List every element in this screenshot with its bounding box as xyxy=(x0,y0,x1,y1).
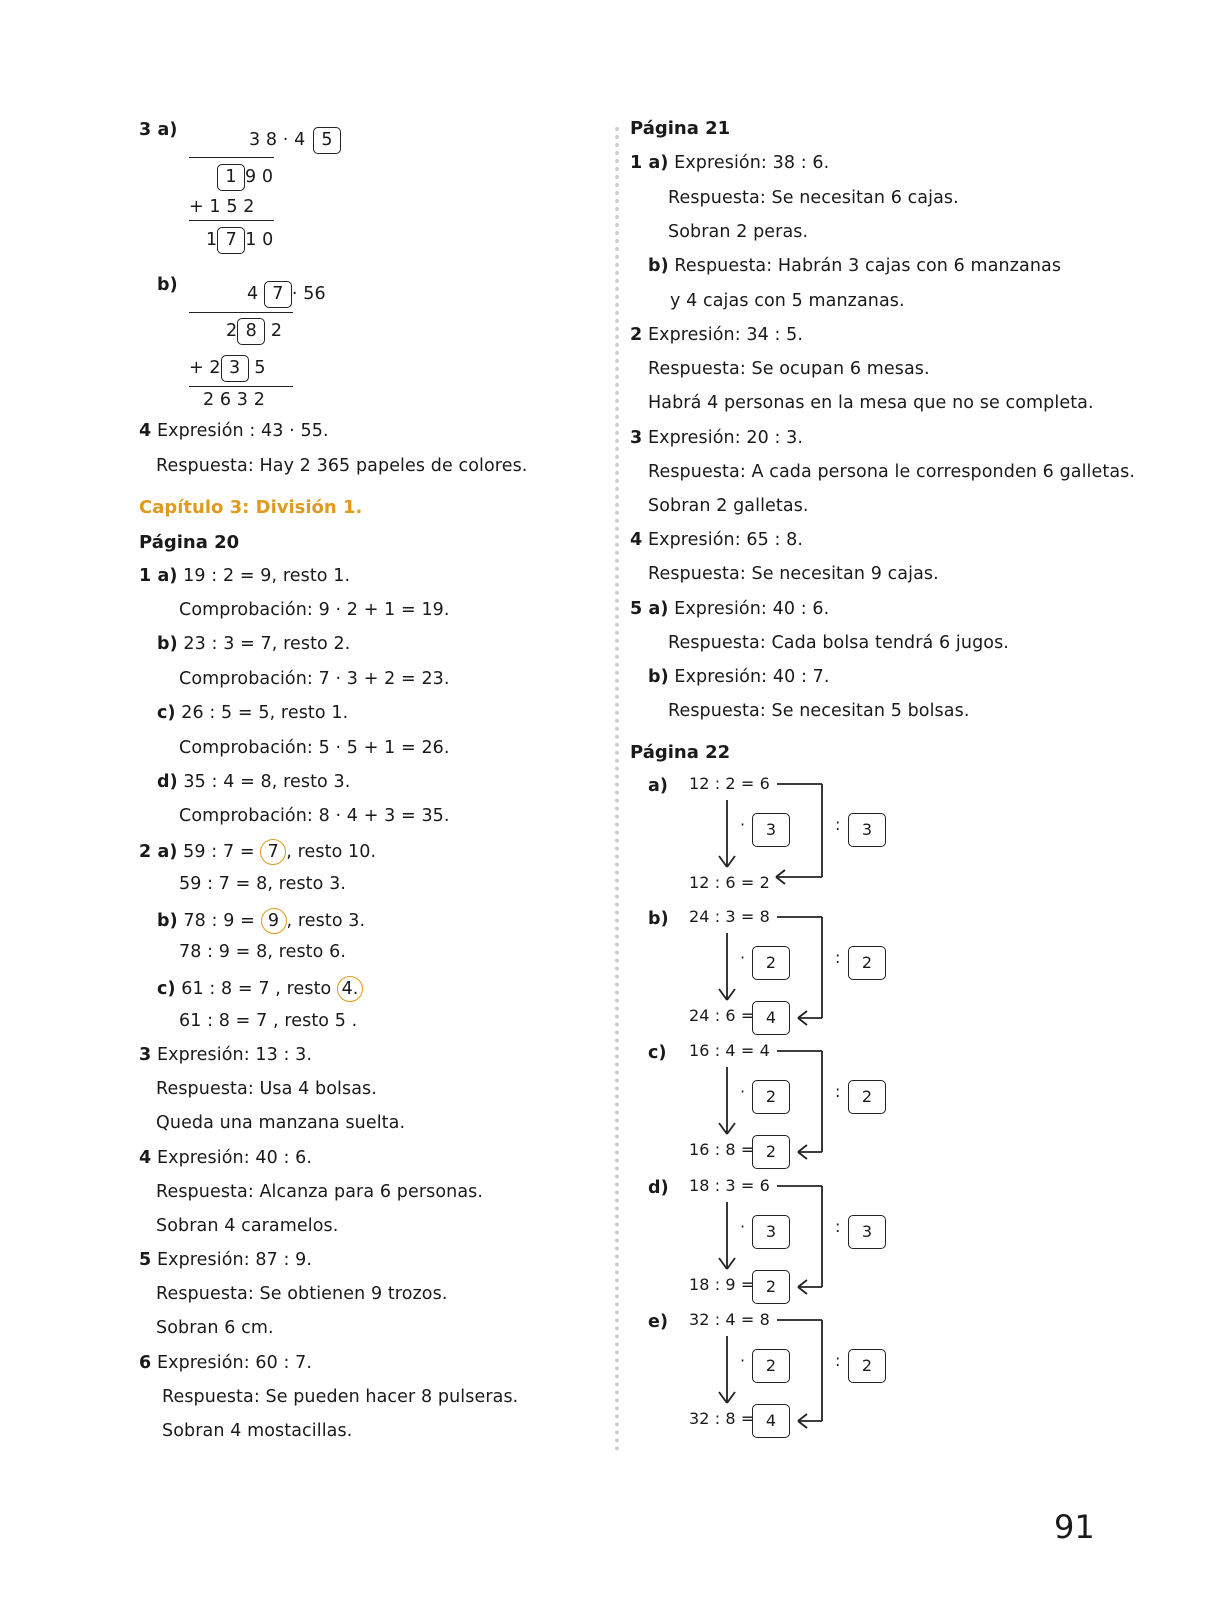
p20-1b-label: b) xyxy=(157,634,178,654)
divide-sign: : xyxy=(835,948,841,967)
p20-1d xyxy=(157,772,350,792)
down-arrow-head-right xyxy=(727,1123,735,1134)
p20-6-expression xyxy=(139,1353,312,1373)
diagram-bottom-equation: 16 : 8 = xyxy=(689,1140,755,1159)
down-arrow-head-left xyxy=(719,1258,727,1269)
p21-1b xyxy=(648,256,1061,276)
p20-2b-label: b) xyxy=(157,911,178,931)
p21-3-answer: Respuesta: A cada persona le corresponden 6 galletas. xyxy=(648,462,1136,482)
mult-3b xyxy=(247,281,326,308)
partial-3a-rule xyxy=(189,220,274,221)
p21-1a xyxy=(630,153,829,173)
multiply-sign: · xyxy=(740,1082,746,1101)
p20-2a-line2: 59 : 7 = 8, resto 3. xyxy=(179,874,346,894)
partial-3b-2 xyxy=(189,355,266,382)
p21-1a-label: 1 a) xyxy=(630,153,669,173)
multiply-sign: · xyxy=(740,1351,746,1370)
bracket-arrow-head-up xyxy=(798,1011,807,1018)
p20-2b-post: , resto 3. xyxy=(286,911,366,931)
partial-3b-2-box: 3 xyxy=(221,355,249,382)
multiply-sign: · xyxy=(740,1217,746,1236)
p20-2b-pre: 78 : 9 = xyxy=(183,911,255,931)
down-arrow-head-right xyxy=(727,989,735,1000)
exercise-3b-label: b) xyxy=(157,275,178,295)
p20-6-text: Expresión: 60 : 7. xyxy=(156,1353,313,1373)
diagram-bottom-equation: 24 : 6 = xyxy=(689,1006,755,1025)
p21-5a-answer: Respuesta: Cada bolsa tendrá 6 jugos. xyxy=(668,633,1009,653)
exercise-3a-label: 3 a) xyxy=(139,120,178,140)
p21-2-expression xyxy=(630,325,803,345)
down-arrow-head-right xyxy=(727,856,735,867)
bracket-arrow-head-down xyxy=(776,877,785,884)
page-number: 91 xyxy=(1054,1508,1095,1546)
p20-4-number: 4 xyxy=(139,1148,152,1168)
down-arrow-head-left xyxy=(719,989,727,1000)
result-box: 4 xyxy=(752,1404,790,1438)
mult-3b-box: 7 xyxy=(264,281,292,308)
p21-1a-text: Expresión: 38 : 6. xyxy=(674,153,830,173)
divide-sign: : xyxy=(835,815,841,834)
p20-2a-pre: 59 : 7 = xyxy=(183,842,255,862)
partial-3b-2-first: + 2 xyxy=(189,358,221,378)
bracket-arrow-head-down xyxy=(798,1421,807,1428)
p20-6-number: 6 xyxy=(139,1353,152,1373)
p20-5-text: Expresión: 87 : 9. xyxy=(156,1250,313,1270)
divide-sign: : xyxy=(835,1351,841,1370)
p20-4-text: Expresión: 40 : 6. xyxy=(156,1148,313,1168)
p21-2-text: Expresión: 34 : 5. xyxy=(647,325,804,345)
p21-5b xyxy=(648,667,830,687)
p20-3-note: Queda una manzana suelta. xyxy=(156,1113,406,1133)
p20-6-note: Sobran 4 mostacillas. xyxy=(162,1421,353,1441)
p20-5-number: 5 xyxy=(139,1250,152,1270)
p21-5a-text: Expresión: 40 : 6. xyxy=(674,599,830,619)
p20-3-number: 3 xyxy=(139,1045,152,1065)
p20-2b-line2: 78 : 9 = 8, resto 6. xyxy=(179,942,346,962)
p20-1b xyxy=(157,634,350,654)
exercise-4-number: 4 xyxy=(139,421,152,441)
p20-2c-label: c) xyxy=(157,979,176,999)
partial-3b-2-last: 5 xyxy=(254,358,266,378)
multiply-box: 2 xyxy=(752,1080,790,1114)
p21-1b-label: b) xyxy=(648,256,669,276)
exercise-4-expression: Expresión : 43 · 55. xyxy=(156,421,329,441)
mult-3b-right: · 56 xyxy=(291,284,326,304)
diagram-label: e) xyxy=(648,1312,669,1332)
result-box: 2 xyxy=(752,1270,790,1304)
column-separator xyxy=(615,127,619,1452)
result-3b: 2 6 3 2 xyxy=(203,390,265,410)
p20-2b-circled: 9 xyxy=(261,908,287,934)
p21-5b-label: b) xyxy=(648,667,669,687)
p21-5b-text: Expresión: 40 : 7. xyxy=(674,667,830,687)
result-3a-rest: 1 0 xyxy=(245,230,274,250)
partial-3a-1 xyxy=(217,164,273,191)
down-arrow-head-left xyxy=(719,1392,727,1403)
result-3a xyxy=(206,227,273,254)
divide-sign: : xyxy=(835,1217,841,1236)
p20-4-expression xyxy=(139,1148,312,1168)
p20-2a-circled: 7 xyxy=(260,839,286,865)
p20-2a-label: 2 a) xyxy=(139,842,178,862)
p21-1b-text: Respuesta: Habrán 3 cajas con 6 manzanas xyxy=(674,256,1062,276)
page-20-heading: Página 20 xyxy=(139,532,240,553)
p20-5-answer: Respuesta: Se obtienen 9 trozos. xyxy=(156,1284,448,1304)
p20-3-answer: Respuesta: Usa 4 bolsas. xyxy=(156,1079,377,1099)
p21-1a-note: Sobran 2 peras. xyxy=(668,222,809,242)
p20-2c xyxy=(157,976,363,1002)
partial-3b-1-first: 2 xyxy=(226,321,238,341)
diagram-top-equation: 16 : 4 = 4 xyxy=(689,1041,770,1060)
exercise-4-answer: Respuesta: Hay 2 365 papeles de colores. xyxy=(156,456,528,476)
mult-3b-digit: 4 xyxy=(247,284,259,304)
p20-1c-label: c) xyxy=(157,703,176,723)
multiply-sign: · xyxy=(740,948,746,967)
p20-6-answer: Respuesta: Se pueden hacer 8 pulseras. xyxy=(162,1387,519,1407)
diagram-label: b) xyxy=(648,909,669,929)
divide-box: 2 xyxy=(848,1080,886,1114)
partial-3a-2: + 1 5 2 xyxy=(189,197,255,217)
diagram-top-equation: 24 : 3 = 8 xyxy=(689,907,770,926)
p20-4-answer: Respuesta: Alcanza para 6 personas. xyxy=(156,1182,484,1202)
p21-3-number: 3 xyxy=(630,428,643,448)
p20-2c-circled: 4. xyxy=(337,976,363,1002)
result-box: 4 xyxy=(752,1001,790,1035)
p20-1d-label: d) xyxy=(157,772,178,792)
p20-2a-post: , resto 10. xyxy=(286,842,377,862)
p21-4-expression xyxy=(630,530,803,550)
p20-1a-text: 19 : 2 = 9, resto 1. xyxy=(183,566,351,586)
divide-box: 3 xyxy=(848,1215,886,1249)
page-21-heading: Página 21 xyxy=(630,118,731,139)
bracket-arrow-head-up xyxy=(776,870,785,877)
partial-3b-1 xyxy=(226,318,282,345)
mult-3a-box: 5 xyxy=(313,127,341,154)
p20-1d-text: 35 : 4 = 8, resto 3. xyxy=(183,772,351,792)
p20-4-note: Sobran 4 caramelos. xyxy=(156,1216,339,1236)
p21-4-text: Expresión: 65 : 8. xyxy=(647,530,804,550)
multiply-box: 2 xyxy=(752,946,790,980)
diagram-bottom-equation: 18 : 9 = xyxy=(689,1275,755,1294)
p21-2-answer: Respuesta: Se ocupan 6 mesas. xyxy=(648,359,930,379)
p20-1b-check: Comprobación: 7 · 3 + 2 = 23. xyxy=(179,669,450,689)
p20-5-note: Sobran 6 cm. xyxy=(156,1318,274,1338)
p20-1c xyxy=(157,703,348,723)
result-box: 2 xyxy=(752,1135,790,1169)
down-arrow-head-right xyxy=(727,1258,735,1269)
diagram-arrows xyxy=(0,0,1,1)
p21-5b-answer: Respuesta: Se necesitan 5 bolsas. xyxy=(668,701,970,721)
diagram-top-equation: 18 : 3 = 6 xyxy=(689,1176,770,1195)
diagram-label: a) xyxy=(648,776,669,796)
diagram-top-equation: 12 : 2 = 6 xyxy=(689,774,770,793)
partial-3b-1-last: 2 xyxy=(270,321,283,341)
p21-3-text: Expresión: 20 : 3. xyxy=(647,428,804,448)
page-22-heading: Página 22 xyxy=(630,742,731,763)
p21-5a-label: 5 a) xyxy=(630,599,669,619)
result-3a-first: 1 xyxy=(206,230,218,250)
p21-4-answer: Respuesta: Se necesitan 9 cajas. xyxy=(648,564,939,584)
multiply-box: 3 xyxy=(752,1215,790,1249)
bracket-arrow-head-down xyxy=(798,1287,807,1294)
diagram-bottom-equation: 32 : 8 = xyxy=(689,1409,755,1428)
partial-3b-1-box: 8 xyxy=(237,318,265,345)
p21-2-number: 2 xyxy=(630,325,643,345)
p21-2-note: Habrá 4 personas en la mesa que no se completa. xyxy=(648,393,1094,413)
p20-1c-check: Comprobación: 5 · 5 + 1 = 26. xyxy=(179,738,450,758)
down-arrow-head-left xyxy=(719,1123,727,1134)
p20-2c-line2: 61 : 8 = 7 , resto 5 . xyxy=(179,1011,358,1031)
p21-1a-answer: Respuesta: Se necesitan 6 cajas. xyxy=(668,188,959,208)
p20-1a xyxy=(139,566,350,586)
p20-2a xyxy=(139,839,376,865)
p20-3-text: Expresión: 13 : 3. xyxy=(156,1045,313,1065)
p20-1b-text: 23 : 3 = 7, resto 2. xyxy=(183,634,351,654)
down-arrow-head-right xyxy=(727,1392,735,1403)
exercise-4-line1 xyxy=(139,421,329,441)
diagram-label: d) xyxy=(648,1178,669,1198)
mult-3a-left: 3 8 · xyxy=(249,130,289,150)
p20-2b xyxy=(157,908,365,934)
p20-3-expression xyxy=(139,1045,312,1065)
diagram-bottom-equation: 12 : 6 = 2 xyxy=(689,873,770,892)
divide-box: 2 xyxy=(848,1349,886,1383)
mult-3b-rule xyxy=(189,312,293,313)
p20-5-expression xyxy=(139,1250,312,1270)
p21-1b-line2: y 4 cajas con 5 manzanas. xyxy=(670,291,905,311)
mult-3a xyxy=(249,127,341,154)
chapter-heading: Capítulo 3: División 1. xyxy=(139,497,363,518)
p20-1c-text: 26 : 5 = 5, resto 1. xyxy=(181,703,349,723)
multiply-sign: · xyxy=(740,815,746,834)
p20-2c-pre: 61 : 8 = 7 , resto xyxy=(181,979,332,999)
p21-5a xyxy=(630,599,829,619)
diagram-top-equation: 32 : 4 = 8 xyxy=(689,1310,770,1329)
partial-3b-rule xyxy=(189,386,293,387)
diagram-label: c) xyxy=(648,1043,667,1063)
result-3a-box: 7 xyxy=(217,227,245,254)
divide-box: 3 xyxy=(848,813,886,847)
partial-3a-1-rest: 9 0 xyxy=(245,167,274,187)
p20-1a-check: Comprobación: 9 · 2 + 1 = 19. xyxy=(179,600,450,620)
mult-3a-rule xyxy=(189,157,274,158)
multiply-box: 3 xyxy=(752,813,790,847)
bracket-arrow-head-up xyxy=(798,1280,807,1287)
mult-3a-digit: 4 xyxy=(294,130,306,150)
p21-3-expression xyxy=(630,428,803,448)
p21-3-note: Sobran 2 galletas. xyxy=(648,496,809,516)
bracket-arrow-head-up xyxy=(798,1145,807,1152)
p21-4-number: 4 xyxy=(630,530,643,550)
bracket-arrow-head-down xyxy=(798,1152,807,1159)
bracket-arrow-head-down xyxy=(798,1018,807,1025)
down-arrow-head-left xyxy=(719,856,727,867)
p20-1a-label: 1 a) xyxy=(139,566,178,586)
divide-sign: : xyxy=(835,1082,841,1101)
divide-box: 2 xyxy=(848,946,886,980)
multiply-box: 2 xyxy=(752,1349,790,1383)
partial-3a-1-box: 1 xyxy=(217,164,245,191)
bracket-arrow-head-up xyxy=(798,1414,807,1421)
p20-1d-check: Comprobación: 8 · 4 + 3 = 35. xyxy=(179,806,450,826)
